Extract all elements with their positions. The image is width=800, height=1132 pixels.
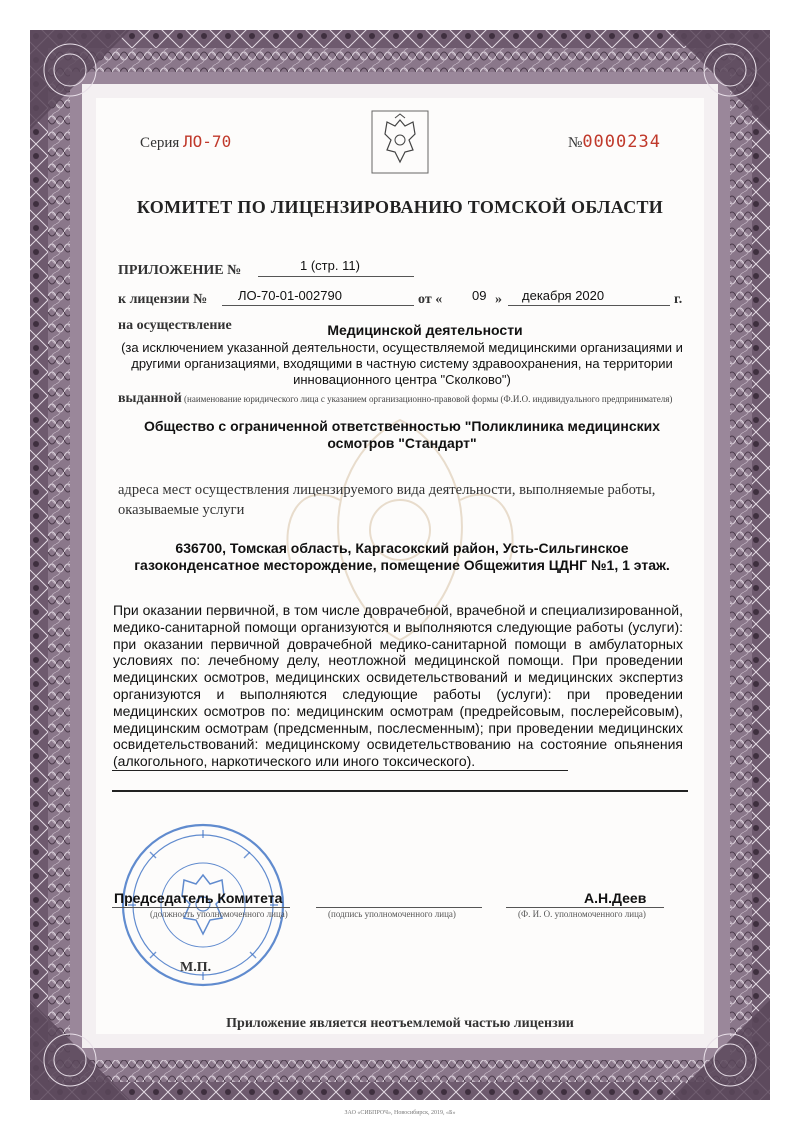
date-from: от « bbox=[418, 292, 443, 307]
appendix-label: ПРИЛОЖЕНИЕ № bbox=[118, 263, 242, 278]
year-suffix: г. bbox=[674, 292, 683, 307]
appendix-value: 1 (стр. 11) bbox=[300, 258, 360, 273]
services-underline bbox=[112, 770, 568, 771]
license-month-year: декабря 2020 bbox=[522, 288, 605, 303]
position-title: Председатель Комитета bbox=[114, 890, 283, 906]
license-label: к лицензии № bbox=[118, 292, 208, 307]
date-underline bbox=[508, 305, 670, 306]
position-hint: (должность уполномоченного лица) bbox=[150, 909, 288, 919]
addresses-label: адреса мест осуществления лицензируемого вида деятельности, выполняемые работы, оказываемые услуги bbox=[118, 482, 656, 518]
address-text: 636700, Томская область, Каргасокский район, Усть-Сильгинское газоконденсатное месторождение, помещение Общежития ЦДНГ №1, 1 этаж. bbox=[134, 540, 670, 573]
separator-line bbox=[112, 790, 688, 792]
signature-underline bbox=[316, 907, 482, 908]
footer-note: Приложение является неотъемлемой частью лицензии bbox=[226, 1016, 574, 1031]
activity-note: (за исключением указанной деятельности, осуществляемой медицинскими организациями и другими организациями, входящими в частную систему здравоохранения, на территории инновационного центра "Сколково") bbox=[121, 340, 683, 387]
position-underline bbox=[112, 907, 290, 908]
series-value: ЛО-70 bbox=[183, 132, 232, 151]
committee-title: КОМИТЕТ ПО ЛИЦЕНЗИРОВАНИЮ ТОМСКОЙ ОБЛАСТИ bbox=[136, 197, 664, 217]
appendix-underline bbox=[258, 276, 414, 277]
license-day: 09 bbox=[472, 288, 487, 303]
activity-label: на осуществление bbox=[118, 318, 232, 333]
services-text: При оказании первичной, в том числе доврачебной, врачебной и специализированной, медико-санитарной помощи организуются и выполняются следующие работы (услуги): при оказании первичной доврачебной медико-санитарной помощи в амбулаторных условиях по: лечебному делу, неотложной медицинской помощи. При проведении медицинских осмотров, медицинских освидетельствований и медицинских экспертиз организуются и выполняются следующие работы (услуги): при проведении медицинских осмотров по: медицинским осмотрам (предрейсовым, послерейсовым), медицинским осмотрам (предсменным, послесменным); при проведении медицинских освидетельствований: медицинскому освидетельствованию на состояние опьянения (алкогольного, наркотического или иного токсического). bbox=[113, 602, 683, 770]
issued-hint: (наименование юридического лица с указанием организационно-правовой формы (Ф.И.О. индивидуального предпринимателя) bbox=[184, 394, 673, 404]
date-mid: » bbox=[495, 292, 502, 307]
license-number-underline bbox=[222, 305, 414, 306]
number-label: № bbox=[568, 135, 583, 151]
name-underline bbox=[506, 907, 664, 908]
activity-name: Медицинской деятельности bbox=[327, 322, 523, 338]
seal-place-mark: М.П. bbox=[180, 960, 212, 975]
name-hint: (Ф. И. О. уполномоченного лица) bbox=[518, 909, 646, 919]
russian-coat-of-arms-icon bbox=[371, 110, 429, 174]
printer-imprint: ЗАО «СИБПРОЧ», Новосибирск, 2019, «Б» bbox=[344, 1110, 456, 1116]
signature-hint: (подпись уполномоченного лица) bbox=[328, 909, 456, 919]
issued-label: выданной bbox=[118, 391, 182, 406]
series-label: Серия bbox=[140, 135, 180, 151]
license-number: ЛО-70-01-002790 bbox=[238, 288, 342, 303]
number-line bbox=[568, 132, 661, 152]
organization-name: Общество с ограниченной ответственностью "Поликлиника медицинских осмотров "Стандарт" bbox=[143, 418, 661, 451]
number-value: 0000234 bbox=[582, 132, 661, 152]
issued-block bbox=[118, 392, 693, 406]
series-line bbox=[140, 132, 231, 152]
signatory-name: А.Н.Деев bbox=[584, 890, 647, 906]
